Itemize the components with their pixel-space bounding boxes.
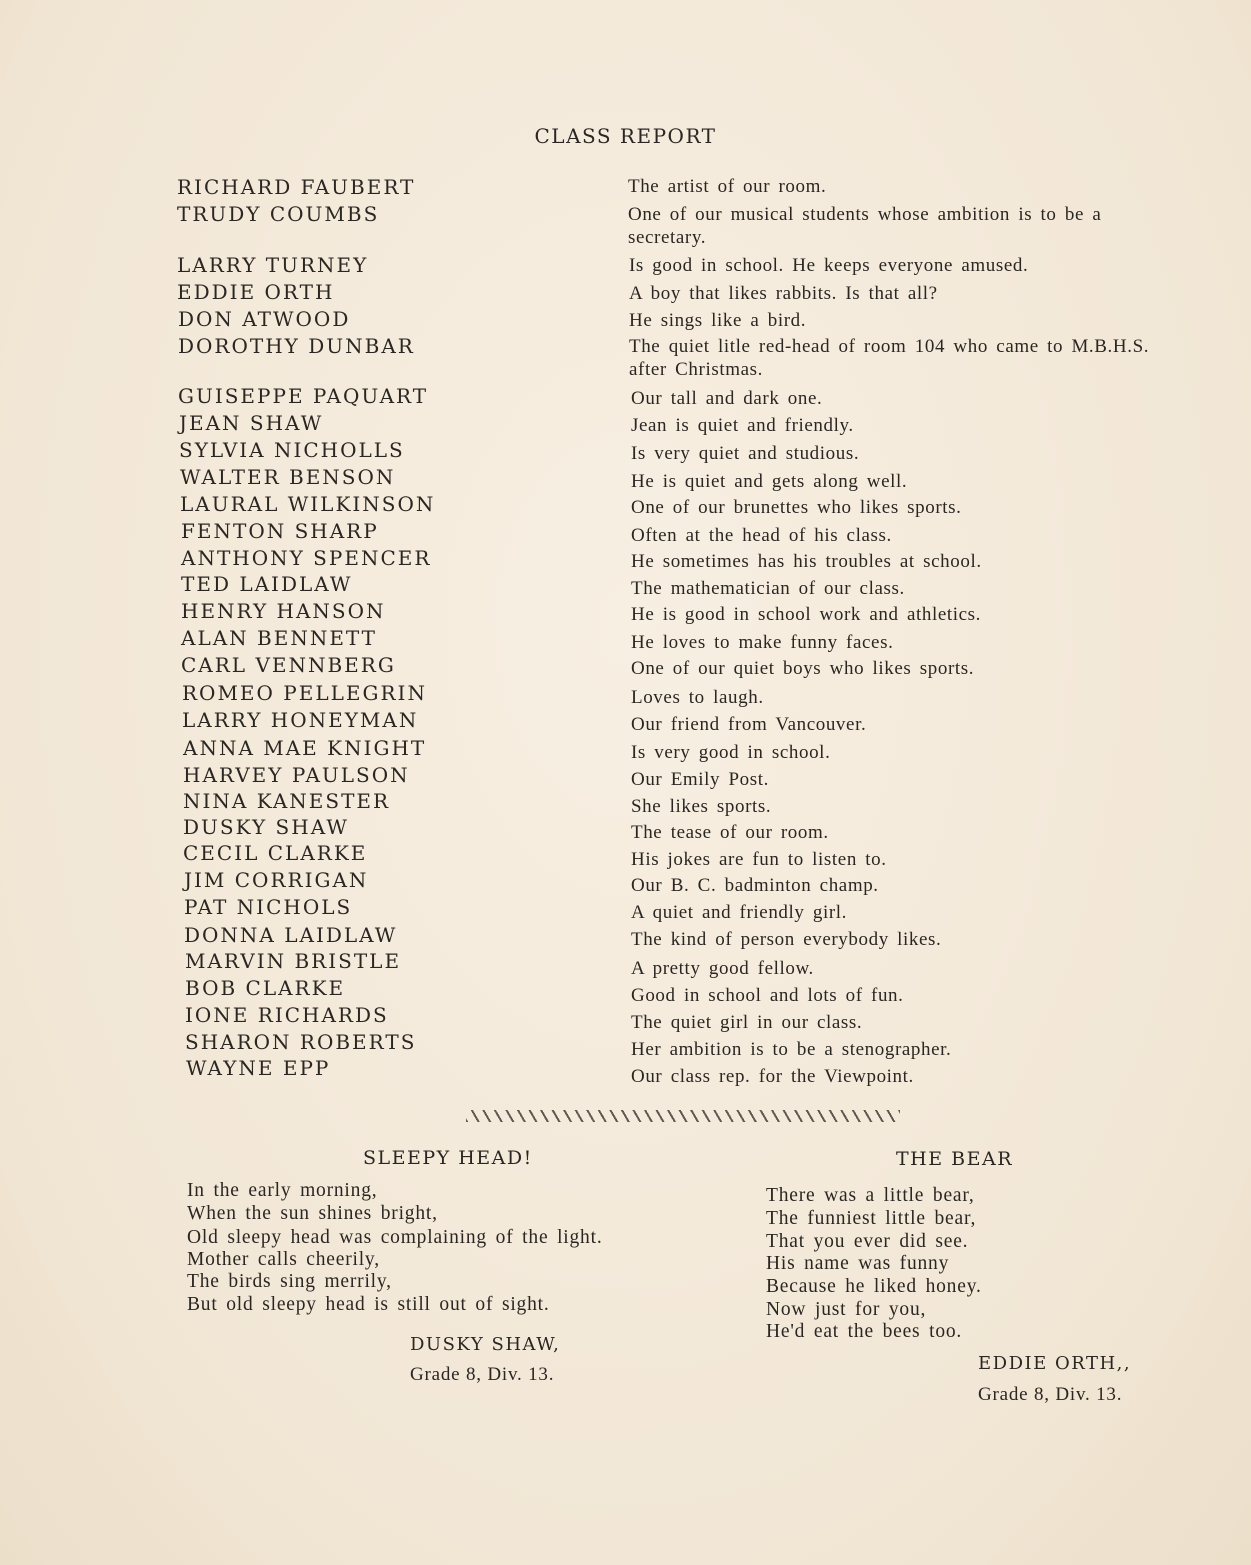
- poem-line: That you ever did see.: [766, 1231, 969, 1252]
- student-name: MARVIN BRISTLE: [185, 949, 402, 973]
- student-description: Our friend from Vancouver.: [631, 714, 867, 735]
- student-description: The quiet litle red-head of room 104 who came to M.B.H.S. after Christmas.: [629, 336, 1150, 380]
- student-name: DON ATWOOD: [178, 307, 351, 331]
- student-description: Our tall and dark one.: [631, 388, 823, 409]
- student-name: ALAN BENNETT: [181, 626, 377, 650]
- student-name: SYLVIA NICHOLLS: [179, 438, 405, 462]
- poem-author: EDDIE ORTH,,: [978, 1353, 1132, 1374]
- poem-line: Old sleepy head was complaining of the light.: [187, 1227, 603, 1248]
- student-description: The kind of person everybody likes.: [631, 929, 942, 950]
- poem-line: In the early morning,: [187, 1180, 378, 1201]
- student-name: DUSKY SHAW: [183, 815, 349, 839]
- student-name: ANNA MAE KNIGHT: [183, 736, 427, 760]
- student-name: HENRY HANSON: [181, 599, 386, 623]
- student-description: She likes sports.: [631, 796, 772, 817]
- student-description: He is good in school work and athletics.: [631, 604, 982, 625]
- poem-author: DUSKY SHAW,: [410, 1334, 561, 1355]
- poem-line: Now just for you,: [766, 1299, 927, 1320]
- student-description: A pretty good fellow.: [631, 958, 814, 979]
- student-name: HARVEY PAULSON: [183, 763, 410, 787]
- student-name: LARRY HONEYMAN: [182, 708, 419, 732]
- poem-line: When the sun shines bright,: [187, 1203, 438, 1224]
- student-description: The tease of our room.: [631, 822, 829, 843]
- poem-line: There was a little bear,: [766, 1185, 975, 1206]
- student-name: LAURAL WILKINSON: [180, 492, 436, 516]
- poem-title-sleepy-head: SLEEPY HEAD!: [363, 1147, 533, 1169]
- poem-author-grade: Grade 8, Div. 13.: [410, 1364, 555, 1385]
- student-name: BOB CLARKE: [185, 976, 346, 1000]
- poem-line: Because he liked honey.: [766, 1276, 982, 1297]
- student-name: TED LAIDLAW: [181, 572, 353, 596]
- decorative-divider: [466, 1110, 900, 1122]
- poem-author-grade: Grade 8, Div. 13.: [978, 1384, 1123, 1405]
- student-description: Is very good in school.: [631, 742, 831, 763]
- page-title: CLASS REPORT: [534, 124, 717, 148]
- student-name: EDDIE ORTH: [177, 280, 335, 304]
- student-description: Her ambition is to be a stenographer.: [631, 1039, 952, 1060]
- student-name: GUISEPPE PAQUART: [178, 384, 429, 408]
- student-description: He sometimes has his troubles at school.: [631, 551, 982, 572]
- student-name: TRUDY COUMBS: [177, 202, 380, 226]
- student-name: IONE RICHARDS: [185, 1003, 389, 1027]
- poem-line: The funniest little bear,: [766, 1208, 977, 1229]
- student-name: DOROTHY DUNBAR: [178, 334, 415, 358]
- student-name: LARRY TURNEY: [177, 253, 369, 277]
- student-name: CARL VENNBERG: [181, 653, 396, 677]
- student-name: JIM CORRIGAN: [184, 868, 369, 892]
- poem-line: His name was funny: [766, 1253, 950, 1274]
- student-name: SHARON ROBERTS: [185, 1030, 417, 1054]
- student-name: DONNA LAIDLAW: [184, 923, 398, 947]
- student-description: Our B. C. badminton champ.: [631, 875, 879, 896]
- student-name: ROMEO PELLEGRIN: [182, 681, 427, 705]
- student-description: One of our quiet boys who likes sports.: [631, 658, 975, 679]
- student-description: One of our musical students whose ambition is to be a secretary.: [628, 204, 1102, 248]
- student-description: A quiet and friendly girl.: [631, 902, 847, 923]
- student-name: PAT NICHOLS: [184, 895, 353, 919]
- poem-line: Mother calls cheerily,: [187, 1249, 380, 1270]
- poem-line: The birds sing merrily,: [187, 1271, 392, 1292]
- student-name: RICHARD FAUBERT: [177, 175, 416, 199]
- student-description: His jokes are fun to listen to.: [631, 849, 887, 870]
- student-description: Often at the head of his class.: [631, 525, 892, 546]
- student-description: The quiet girl in our class.: [631, 1012, 863, 1033]
- student-description: He sings like a bird.: [629, 310, 807, 331]
- poem-title-the-bear: THE BEAR: [896, 1148, 1014, 1170]
- student-name: JEAN SHAW: [179, 411, 324, 435]
- student-description: He is quiet and gets along well.: [631, 471, 908, 492]
- student-description: Loves to laugh.: [631, 687, 764, 708]
- student-description: The artist of our room.: [628, 176, 827, 197]
- poem-line: But old sleepy head is still out of sight.: [187, 1294, 550, 1315]
- student-description: Our Emily Post.: [631, 769, 769, 790]
- student-name: FENTON SHARP: [181, 519, 379, 543]
- poem-line: He'd eat the bees too.: [766, 1321, 963, 1342]
- student-description: Is good in school. He keeps everyone amused.: [629, 255, 1029, 276]
- student-name: ANTHONY SPENCER: [181, 546, 432, 570]
- student-description: Is very quiet and studious.: [631, 443, 860, 464]
- student-description: Good in school and lots of fun.: [631, 985, 904, 1006]
- student-name: NINA KANESTER: [183, 789, 391, 813]
- student-description: One of our brunettes who likes sports.: [631, 497, 962, 518]
- student-description: Jean is quiet and friendly.: [631, 415, 854, 436]
- student-name: WALTER BENSON: [180, 465, 396, 489]
- student-name: WAYNE EPP: [186, 1056, 331, 1080]
- student-name: CECIL CLARKE: [183, 841, 368, 865]
- student-description: He loves to make funny faces.: [631, 632, 894, 653]
- student-description: A boy that likes rabbits. Is that all?: [629, 283, 938, 304]
- student-description: The mathematician of our class.: [631, 578, 905, 599]
- student-description: Our class rep. for the Viewpoint.: [631, 1066, 914, 1087]
